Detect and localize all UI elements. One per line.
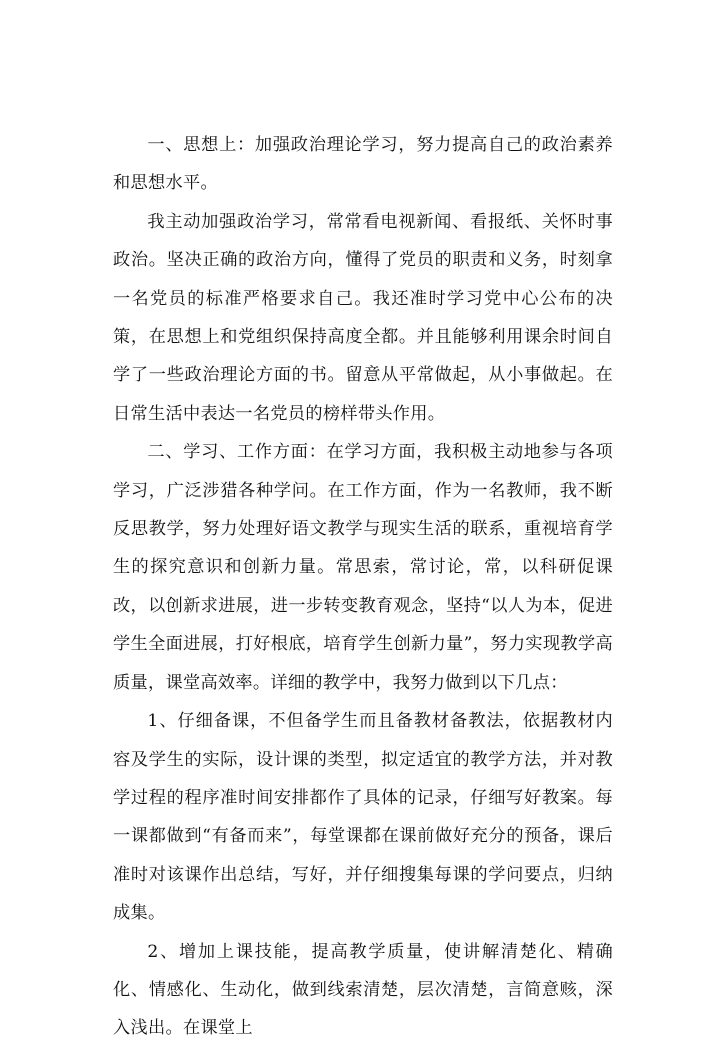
paragraph-study-work: 二、学习、工作方面：在学习方面，我积极主动地参与各项学习，广泛涉猎各种学问。在工作方面，作为一名教师，我不断反思教学，努力处理好语文教学与现实生活的联系，重视培育学生的探究意识和创新力量。常思索，常讨论，常，以科研促课改，以创新求进展，进一步转变教育观念，坚持“以人为本，促进学生全面进展，打好根底，培育学生创新力量”，努力实现教学高质量，课堂高效率。详细的教学中，我努力做到以下几点： [113,442,613,693]
paragraph-teaching-skills: 2、增加上课技能，提高教学质量，使讲解清楚化、精确化、情感化、生动化，做到线索清楚，层次清楚，言简意赅，深入浅出。在课堂上 [113,941,613,1039]
paragraph-lesson-preparation: 1、仔细备课，不但备学生而且备教材备教法，依据教材内容及学生的实际，设计课的类型，拟定适宜的教学方法，并对教学过程的程序准时间安排都作了具体的记录，仔细写好教案。每一课都做到“有备而来”，每堂课都在课前做好充分的预备，课后准时对该课作出总结，写好，并仔细搜集每课的学问要点，归纳成集。 [113,711,613,924]
paragraph-political-study: 我主动加强政治学习，常常看电视新闻、看报纸、关怀时事政治。坚决正确的政治方向，懂得了党员的职责和义务，时刻拿一名党员的标准严格要求自己。我还准时学习党中心公布的决策，在思想上和党组织保持高度全都。并且能够利用课余时间自学了一些政治理论方面的书。留意从平常做起，从小事做起。在日常生活中表达一名党员的榜样带头作用。 [113,211,613,424]
document-body [113,126,613,1048]
paragraph-ideology-heading: 一、思想上：加强政治理论学习，努力提高自己的政治素养和思想水平。 [113,135,613,194]
